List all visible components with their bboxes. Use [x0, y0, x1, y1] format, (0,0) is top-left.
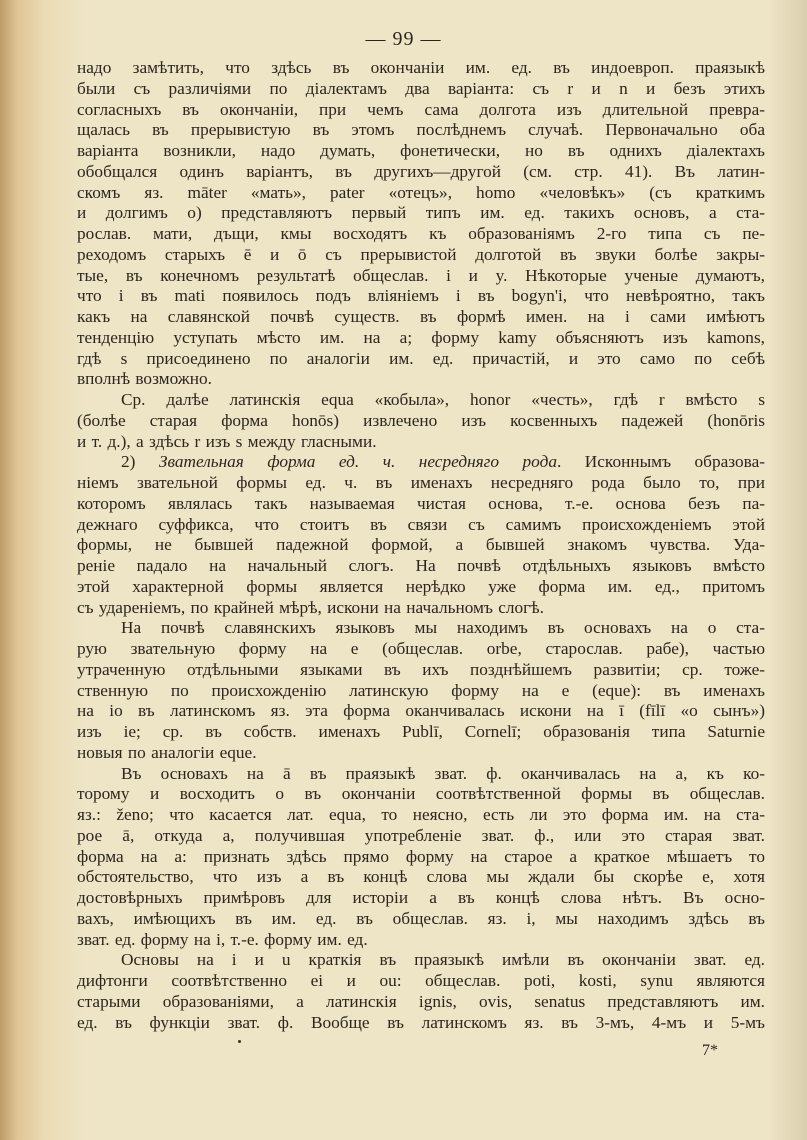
- print-speck: [238, 1040, 241, 1043]
- text-line: дежнаго суффикса, что стоитъ въ связи съ самимъ происхожденіемъ этой: [77, 514, 765, 534]
- text-line: Ср. далѣе латинскія equa «кобыла», honor «честь», гдѣ r вмѣсто s: [121, 390, 765, 409]
- text-line: старыми образованіями, а латинскія ignis, ovis, senatus представляютъ им.: [77, 991, 765, 1011]
- text-line: какъ на славянской почвѣ существ. въ формѣ имен. на i сами имѣютъ: [77, 307, 765, 326]
- text-line: ственную по происхожденію латинскую форму на e (eque): въ именахъ: [77, 680, 765, 700]
- text-line: вахъ, имѣющихъ въ им. ед. въ общеслав. яз. i, мы находимъ здѣсь въ: [77, 908, 765, 928]
- signature-mark: 7*: [702, 1042, 718, 1059]
- text-line: форма на a: признать здѣсь прямо форму на старое a краткое мѣшаетъ то: [77, 846, 765, 866]
- text-line: на io въ латинскомъ яз. эта форма оканчивалась искони на ī (fīlī «о сынъ»): [77, 701, 765, 721]
- text-line: рое ā, откуда a, получившая употребленіе зват. ф., или это старая зват.: [77, 825, 765, 845]
- paragraph: [77, 58, 765, 390]
- text-line: обстоятельство, что изъ a въ концѣ слова мы ждали бы скорѣе e, хотя: [77, 867, 765, 887]
- text-line: рослав. мати, дъщи, кмы восходятъ къ образованіямъ 2-го типа съ пе-: [77, 224, 765, 243]
- text-line: формы, не бывшей падежной формой, а бывшей знакомъ чувства. Уда-: [77, 535, 765, 555]
- text-line: На почвѣ славянскихъ языковъ мы находимъ въ основахъ на o ста-: [121, 618, 765, 638]
- text-line: достовѣрныхъ примѣровъ для исторіи a въ концѣ слова нѣтъ. Въ осно-: [77, 888, 765, 907]
- paragraph: [77, 390, 765, 452]
- text-segment: 2): [121, 452, 159, 472]
- paragraph: [77, 950, 765, 1033]
- text-line: скомъ яз. māter «мать», pater «отецъ», homo «человѣкъ» (съ краткимъ: [77, 182, 765, 202]
- text-line: этой характерной формы является нерѣдко уже форма им. ед., притомъ: [77, 576, 765, 596]
- text-line: и т. д.), а здѣсь r изъ s между гласными.: [77, 431, 377, 451]
- paragraph: [77, 764, 765, 951]
- text-line: новыя по аналогіи eque.: [77, 742, 257, 762]
- paragraph: [77, 452, 765, 618]
- text-line: яз.: ženo; что касается лат. equa, то неясно, есть ли это форма им. на ста-: [77, 805, 765, 824]
- text-line: которомъ являлась такъ называемая чистая основа, т.-е. основа безъ па-: [77, 493, 765, 513]
- text-line: реходомъ старыхъ ē и ō съ прерывистой долготой въ звуки болѣе закры-: [77, 244, 765, 264]
- text-line: реніе падало на начальный слогъ. На почвѣ отдѣльныхъ языковъ вмѣсто: [77, 556, 765, 575]
- text-line: ед. въ функціи зват. ф. Вообще въ латинскомъ яз. въ 3-мъ, 4-мъ и 5-мъ: [77, 1012, 765, 1032]
- italic-heading: Звательная форма ед. ч. несредняго рода: [158, 452, 557, 472]
- text-line: обобщался одинъ варіантъ, въ другихъ—другой (см. стр. 41). Въ латин-: [77, 161, 765, 181]
- text-line: согласныхъ въ окончаніи, при чемъ сама долгота изъ длительной превра-: [77, 99, 765, 119]
- text-line: тенденцію уступать мѣсто им. на a; форму kamy объясняютъ изъ kamons,: [77, 327, 765, 347]
- text-line: варіанта возникли, надо думать, фонетически, но въ однихъ діалектахъ: [77, 141, 765, 160]
- text-line: дифтонги соотвѣтственно ei и ou: общеслав. poti, kosti, synu являются: [77, 971, 765, 990]
- text-line: зват. ед. форму на i, т.-е. форму им. ед.: [77, 929, 368, 949]
- text-line: тые, въ конечномъ результатѣ общеслав. i и y. Нѣкоторые ученые думаютъ,: [77, 265, 765, 285]
- body-text: [77, 58, 765, 1033]
- text-line: надо замѣтить, что здѣсь въ окончаніи им. ед. въ индоевроп. праязыкѣ: [77, 58, 765, 77]
- text-line: гдѣ s присоединено по аналогіи им. ед. причастій, и это само по себѣ: [77, 348, 765, 368]
- text-line: (болѣе старая форма honōs) извлечено изъ косвенныхъ падежей (honōris: [77, 410, 765, 430]
- text-line: съ удареніемъ, по крайней мѣрѣ, искони на начальномъ слогѣ.: [77, 597, 544, 617]
- text-line: и долгимъ o) представляютъ первый типъ им. ед. такихъ основъ, а ста-: [77, 203, 765, 223]
- text-segment: . Исконнымъ образова-: [556, 452, 766, 472]
- text-line: ніемъ звательной формы ед. ч. въ именахъ несредняго рода было то, при: [77, 473, 765, 492]
- text-line: щалась въ прерывистую въ этомъ послѣднемъ случаѣ. Первоначально оба: [77, 120, 765, 140]
- text-line: Въ основахъ на ā въ праязыкѣ зват. ф. оканчивалась на a, къ ко-: [121, 763, 765, 783]
- page-number: — 99 —: [365, 28, 442, 50]
- text-line: Основы на i и u краткія въ праязыкѣ имѣли въ окончаніи зват. ед.: [121, 950, 765, 970]
- text-line: были съ различіями по діалектамъ два варіанта: съ r и n и безъ этихъ: [77, 78, 765, 98]
- text-line: торому и восходитъ o въ окончаніи соотвѣтственной формы въ общеслав.: [77, 784, 765, 804]
- text-line: изъ ie; ср. въ собств. именахъ Publī, Cornelī; образованія типа Saturnie: [77, 722, 765, 741]
- text-line: вполнѣ возможно.: [77, 369, 212, 389]
- text-line: [77, 452, 765, 473]
- text-line: что i въ mati появилось подъ вліяніемъ i въ bogyn'i, что невѣроятно, такъ: [77, 286, 765, 306]
- text-line: утраченную отдѣльными языками въ ихъ позднѣйшемъ развитіи; ср. тоже-: [77, 659, 765, 679]
- paragraph: [77, 618, 765, 763]
- text-line: рую звательную форму на e (общеслав. orbe, старослав. рабе), частью: [77, 639, 765, 658]
